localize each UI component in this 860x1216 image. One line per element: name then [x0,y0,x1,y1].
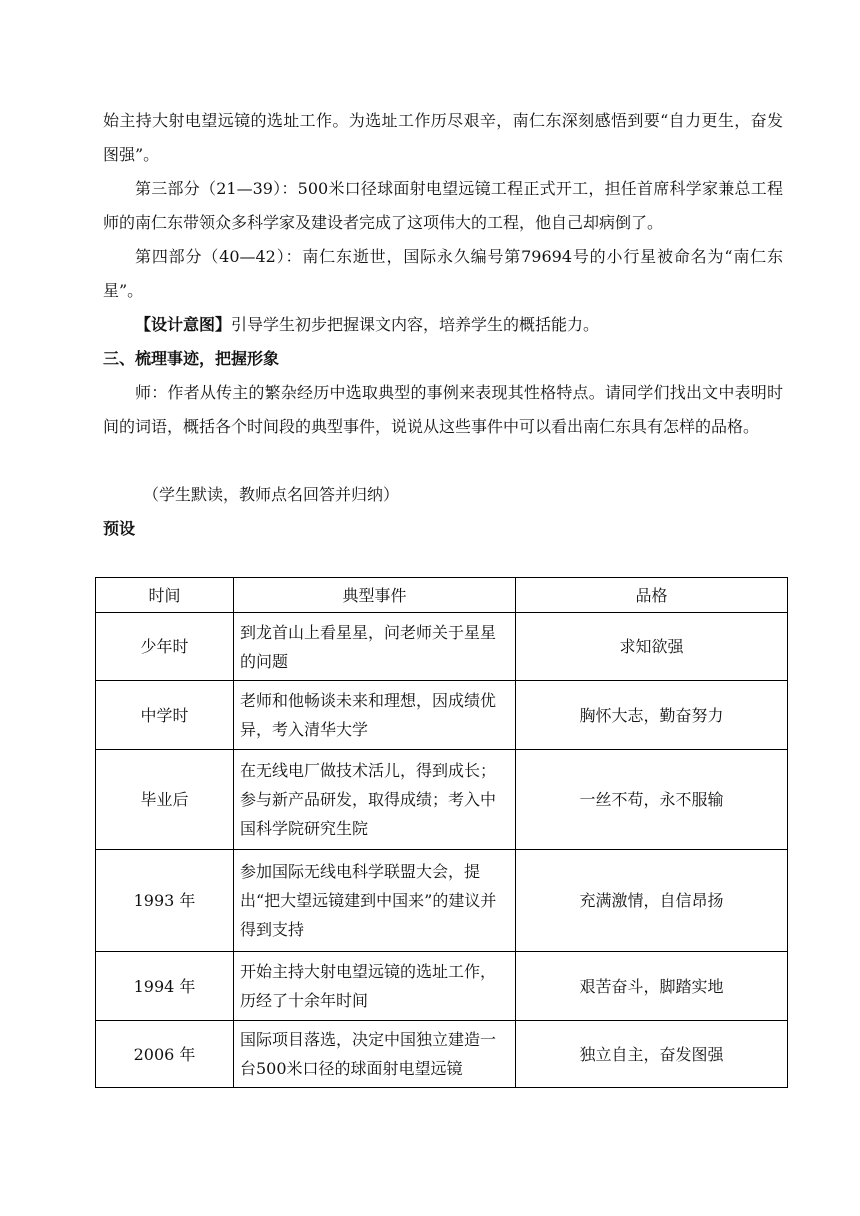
design-intent-label: 【设计意图】 [135,315,232,334]
cell-trait: 胸怀大志，勤奋努力 [516,681,788,750]
cell-time: 少年时 [96,613,234,681]
cell-time: 1994 年 [96,952,234,1021]
header-trait: 品格 [516,578,788,613]
paragraph-teacher-prompt: 师：作者从传主的繁杂经历中选取典型的事例来表现其性格特点。请同学们找出文中表明时间的词语，概括各个时间段的典型事件，说说从这些事件中可以看出南仁东具有怎样的品格。 [103,383,783,436]
cell-time: 中学时 [96,681,234,750]
cell-time: 1993 年 [96,850,234,952]
design-intent-text: 引导学生初步把握课文内容，培养学生的概括能力。 [231,315,600,334]
cell-trait: 一丝不苟，永不服输 [516,750,788,850]
paragraph-site-selection: 始主持大射电望远镜的选址工作。为选址工作历尽艰辛，南仁东深刻感悟到要“自力更生，奋发图强”。 [103,111,783,164]
cell-event: 在无线电厂做技术活儿，得到成长；参与新产品研发，取得成绩；考入中国科学院研究生院 [234,750,516,850]
cell-trait: 求知欲强 [516,613,788,681]
design-intent [103,308,783,342]
cell-trait: 艰苦奋斗，脚踏实地 [516,952,788,1021]
table-row [96,1021,788,1088]
table-row [96,952,788,1021]
preset-label: 预设 [103,519,136,538]
cell-time: 毕业后 [96,750,234,850]
table-row [96,750,788,850]
events-table [95,577,788,1088]
header-event: 典型事件 [234,578,516,613]
cell-event: 开始主持大射电望远镜的选址工作，历经了十余年时间 [234,952,516,1021]
paragraph-part-three: 第三部分（21—39）：500米口径球面射电望远镜工程正式开工，担任首席科学家兼总工程师的南仁东带领众多科学家及建设者完成了这项伟大的工程，他自己却病倒了。 [103,179,783,232]
table-row [96,681,788,750]
paragraph-part-four: 第四部分（40—42）：南仁东逝世，国际永久编号第79694号的小行星被命名为“南仁东星”。 [103,247,783,300]
cell-trait: 充满激情，自信昂扬 [516,850,788,952]
cell-trait: 独立自主，奋发图强 [516,1021,788,1088]
section-heading: 三、梳理事迹，把握形象 [103,349,280,368]
table-row [96,850,788,952]
cell-event: 参加国际无线电科学联盟大会，提出“把大望远镜建到中国来”的建议并得到支持 [234,850,516,952]
cell-event: 到龙首山上看星星，问老师关于星星的问题 [234,613,516,681]
cell-event: 老师和他畅谈未来和理想，因成绩优异，考入清华大学 [234,681,516,750]
classroom-note: （学生默读，教师点名回答并归纳） [143,485,400,504]
table-header-row [96,578,788,613]
table-row [96,613,788,681]
cell-time: 2006 年 [96,1021,234,1088]
header-time: 时间 [96,578,234,613]
cell-event: 国际项目落选，决定中国独立建造一台500米口径的球面射电望远镜 [234,1021,516,1088]
